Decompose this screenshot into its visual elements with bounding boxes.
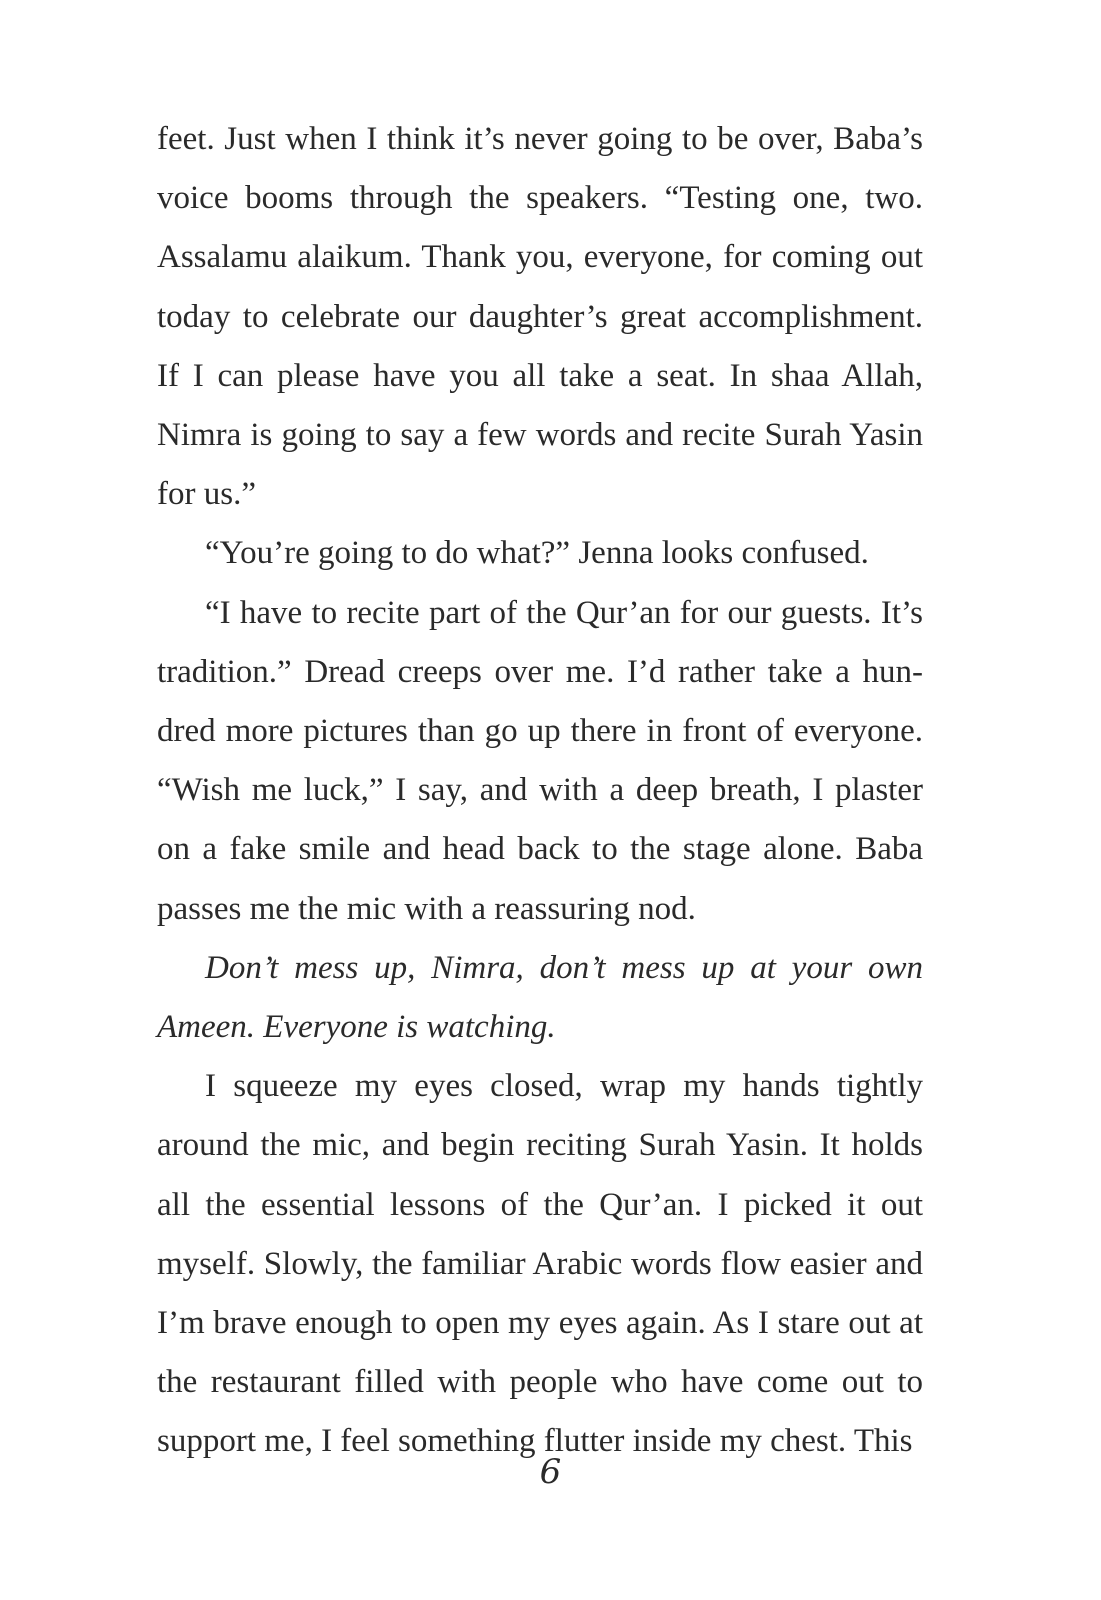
page-number: 6 bbox=[539, 1452, 562, 1492]
paragraph-recitation: I squeeze my eyes closed, wrap my hands tightly around the mic, and begin reciting Surah Yasin. It holds all the essential lessons of the Qur’an. I picked it out myself. Slowly, the familiar Arabic words flow easier and I’m brave enough to open my eyes again. As I stare out at the restaurant filled with people who have come out to support me, I feel something flutter inside my chest. This bbox=[157, 1068, 923, 1460]
paragraph-continuation: feet. Just when I think it’s never going to be over, Baba’s voice booms through the speakers. “Testing one, two. Assalamu alaikum. Thank you, everyone, for coming out today to celebrate our daughter’s great accomplishment. If I can please have you all take a seat. In shaa Allah, Nimra is going to say a few words and recite Surah Yasin for us.” bbox=[157, 121, 923, 513]
paragraph-inner-thought: Don’t mess up, Nimra, don’t mess up at your own Ameen. Everyone is watching. bbox=[157, 949, 923, 1046]
body-text bbox=[157, 110, 923, 1472]
paragraph-recite-tradition: “I have to recite part of the Qur’an for our guests. It’s tradition.” Dread creeps over me. I’d rather take a hundred more pictures than go up there in front of everyone. “Wish me luck,” I say, and with a deep breath, I plaster on a fake smile and head back to the stage alone. Baba passes me the mic with a reassuring nod. bbox=[157, 594, 923, 927]
paragraph-jenna-question: “You’re going to do what?” Jenna looks confused. bbox=[205, 535, 869, 572]
